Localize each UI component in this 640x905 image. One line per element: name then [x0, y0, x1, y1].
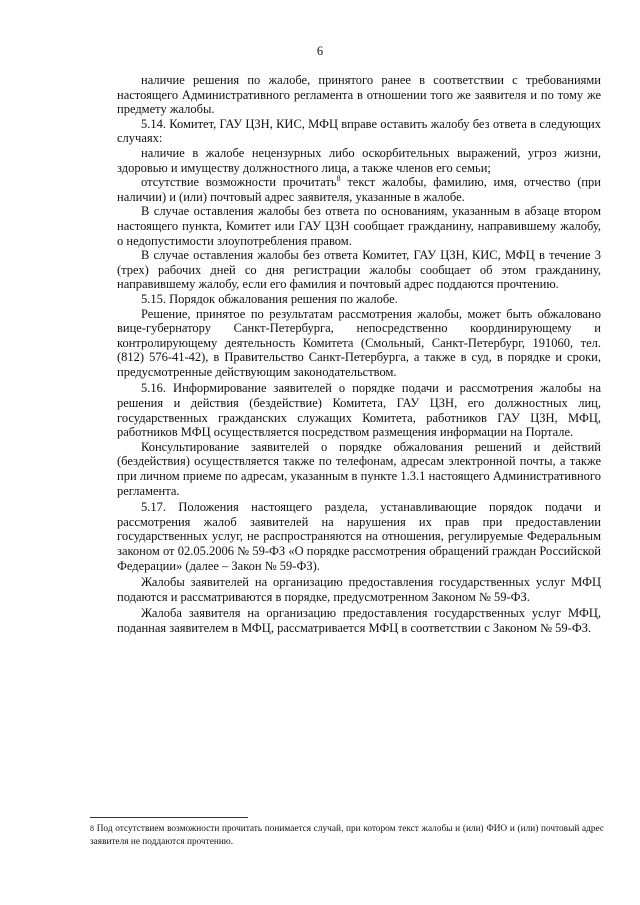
- footnote-mark: 8: [90, 824, 94, 833]
- section-heading: 5.15. Порядок обжалования решения по жалобе.: [141, 291, 398, 306]
- paragraph: Консультирование заявителей о порядке обжалования решений и действий (бездействия) осуществляется также по телефонам, адресам электронной почты, а также при личном приеме по адресам, указанным в пункте 1.3.1 настоящего Административного регламента.: [117, 439, 601, 498]
- paragraph-text: текст жалобы, фамилию, имя, отчество (при наличии) и (или) почтовый адрес заявителя, указанные в жалобе.: [117, 175, 601, 204]
- footnote-separator: [90, 817, 248, 818]
- paragraph: В случае оставления жалобы без ответа Комитет, ГАУ ЦЗН, КИС, МФЦ в течение 3 (трех) рабочих дней со дня регистрации жалобы сообщает об этом гражданину, направившему жалобу, если его фамилия и почтовый адрес поддаются прочтению.: [117, 248, 601, 292]
- footnote: [90, 823, 604, 848]
- paragraph: 5.17. Положения настоящего раздела, устанавливающие порядок подачи и рассмотрения жалоб заявителей на нарушения их прав при предоставлении государственных услуг, не распространяются на отношения, регулируемые Федеральным законом от 02.05.2006 № 59-ФЗ «О порядке рассмотрения обращений граждан Российской Федерации» (далее – Закон № 59-ФЗ).: [117, 500, 601, 573]
- paragraph: 5.14. Комитет, ГАУ ЦЗН, КИС, МФЦ вправе оставить жалобу без ответа в следующих случаях:: [117, 116, 601, 146]
- document-body: [117, 73, 601, 636]
- paragraph: В случае оставления жалобы без ответа по основаниям, указанным в абзаце втором настоящего пункта, Комитет или ГАУ ЦЗН сообщает гражданину, направившему жалобу, о недопустимости злоупотребления правом.: [117, 204, 601, 248]
- paragraph-text: отсутствие возможности прочитать: [141, 175, 337, 190]
- paragraph: Решение, принятое по результатам рассмотрения жалобы, может быть обжаловано вице-губернатору Санкт-Петербурга, непосредственно координирующему и контролирующему деятельность Комитета (Смольный, Санкт-Петербург, 191060, тел. (812) 576-41-42), в Правительство Санкт-Петербурга, а также в суд, в порядке и сроки, предусмотренные действующим законодательством.: [117, 306, 601, 379]
- paragraph: [117, 175, 601, 204]
- footnote-reference: 8: [336, 174, 341, 183]
- footnote-text: Под отсутствием возможности прочитать понимается случай, при котором текст жалобы и (или) ФИО и (или) почтовый адрес заявителя не поддаются прочтению.: [90, 824, 604, 847]
- paragraph: Жалобы заявителей на организацию предоставления государственных услуг МФЦ подаются и рассматриваются в порядке, предусмотренном Законом № 59-ФЗ.: [117, 575, 601, 604]
- paragraph: наличие решения по жалобе, принятого ранее в соответствии с требованиями настоящего Административного регламента в отношении того же заявителя и по тому же предмету жалобы.: [117, 73, 601, 117]
- paragraph: Жалоба заявителя на организацию предоставления государственных услуг МФЦ, поданная заявителем в МФЦ, рассматривается МФЦ в соответствии с Законом № 59-ФЗ.: [117, 606, 601, 635]
- paragraph: 5.16. Информирование заявителей о порядке подачи и рассмотрения жалобы на решения и действия (бездействие) Комитета, ГАУ ЦЗН, его должностных лиц, государственных гражданских служащих Комитета, работников ГАУ ЦЗН, МФЦ, работников МФЦ осуществляется посредством размещения информации на Портале.: [117, 381, 601, 440]
- page-number: 6: [316, 44, 324, 58]
- paragraph: наличие в жалобе нецензурных либо оскорбительных выражений, угроз жизни, здоровью и имуществу должностного лица, а также членов его семьи;: [117, 145, 601, 175]
